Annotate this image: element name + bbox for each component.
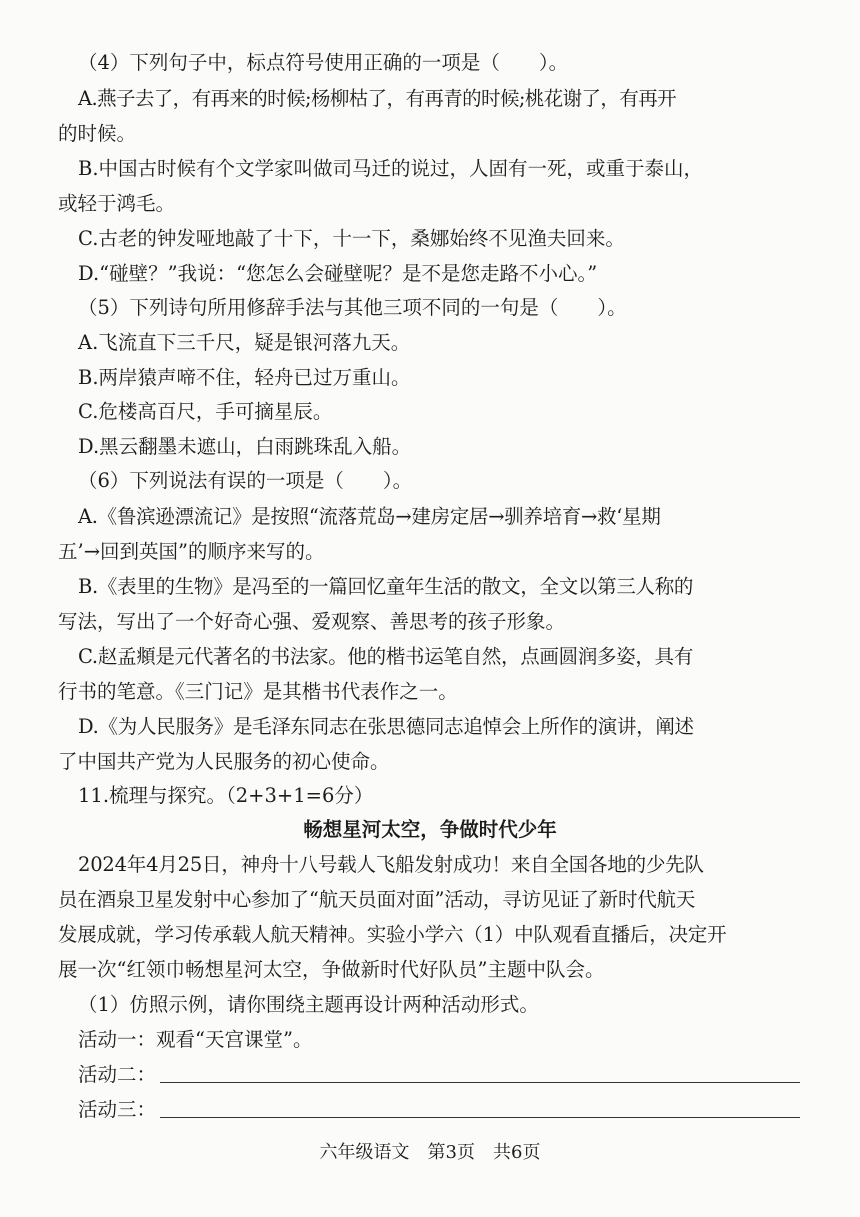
option-6c-line1: C.赵孟頫是元代著名的书法家。他的楷书运笔自然，点画圆润多姿，具有 (78, 645, 694, 668)
question-5: （5）下列诗句所用修辞手法与其他三项不同的一句是（ ）。 (78, 296, 627, 319)
question-11-1: （1）仿照示例，请你围绕主题再设计两种活动形式。 (78, 993, 539, 1016)
option-5d: D.黑云翻墨未遮山，白雨跳珠乱入船。 (78, 435, 412, 458)
question-4: （4）下列句子中，标点符号使用正确的一项是（ ）。 (78, 51, 569, 74)
activity-2-label: 活动二： (78, 1063, 157, 1086)
option-6c-line2: 行书的笔意。《三门记》是其楷书代表作之一。 (58, 680, 458, 703)
activity-2-answer-line[interactable] (160, 1082, 800, 1083)
activity-2-row (78, 1065, 860, 1085)
activity-3-answer-line[interactable] (160, 1117, 800, 1118)
option-6d-line1: D.《为人民服务》是毛泽东同志在张思德同志追悼会上所作的演讲，阐述 (78, 715, 694, 738)
option-6b-line2: 写法，写出了一个好奇心强、爱观察、善思考的孩子形象。 (58, 610, 566, 633)
passage-line-3: 发展成就，学习传承载人航天精神。实验小学六（1）中队观看直播后，决定开 (58, 923, 727, 946)
option-4d: D.“碰壁？”我说：“您怎么会碰壁呢？是不是您走路不小心。” (78, 262, 598, 285)
question-6: （6）下列说法有误的一项是（ ）。 (78, 469, 413, 492)
section-11-heading: 11.梳理与探究。（2+3+1=6分） (78, 784, 374, 807)
activity-3-label: 活动三： (78, 1098, 157, 1121)
option-4a-line2: 的时候。 (58, 122, 137, 145)
option-6a-line1: A.《鲁滨逊漂流记》是按照“流落荒岛→建房定居→驯养培育→救‘星期 (78, 505, 661, 528)
activity-3-row (78, 1100, 860, 1120)
option-5c: C.危楼高百尺，手可摘星辰。 (78, 400, 333, 423)
option-6d-line2: 了中国共产党为人民服务的初心使命。 (58, 750, 390, 773)
passage-line-1: 2024年4月25日，神舟十八号载人飞船发射成功！来自全国各地的少先队 (78, 853, 704, 876)
passage-line-4: 展一次“红领巾畅想星河太空，争做新时代好队员”主题中队会。 (58, 958, 605, 981)
page-footer: 六年级语文 第3页 共6页 (319, 1142, 541, 1163)
option-5a: A.飞流直下三千尺，疑是银河落九天。 (78, 331, 411, 354)
option-5b: B.两岸猿声啼不住，轻舟已过万重山。 (78, 366, 411, 389)
option-6b-line1: B.《表里的生物》是冯至的一篇回忆童年生活的散文，全文以第三人称的 (78, 575, 694, 598)
option-4b-line1: B.中国古时候有个文学家叫做司马迁的说过，人固有一死，或重于泰山， (78, 157, 704, 180)
option-4c: C.古老的钟发哑地敲了十下，十一下，桑娜始终不见渔夫回来。 (78, 227, 625, 250)
option-4a-line1: A.燕子去了，有再来的时候;杨柳枯了，有再青的时候;桃花谢了，有再开 (78, 87, 677, 110)
passage-line-2: 员在酒泉卫星发射中心参加了“航天员面对面”活动，寻访见证了新时代航天 (58, 888, 696, 911)
option-6a-line2: 五’→回到英国”的顺序来写的。 (58, 540, 325, 563)
activity-1: 活动一：观看“天宫课堂”。 (78, 1028, 313, 1051)
option-4b-line2: 或轻于鸿毛。 (58, 192, 176, 215)
passage-title: 畅想星河太空，争做时代少年 (303, 818, 557, 841)
